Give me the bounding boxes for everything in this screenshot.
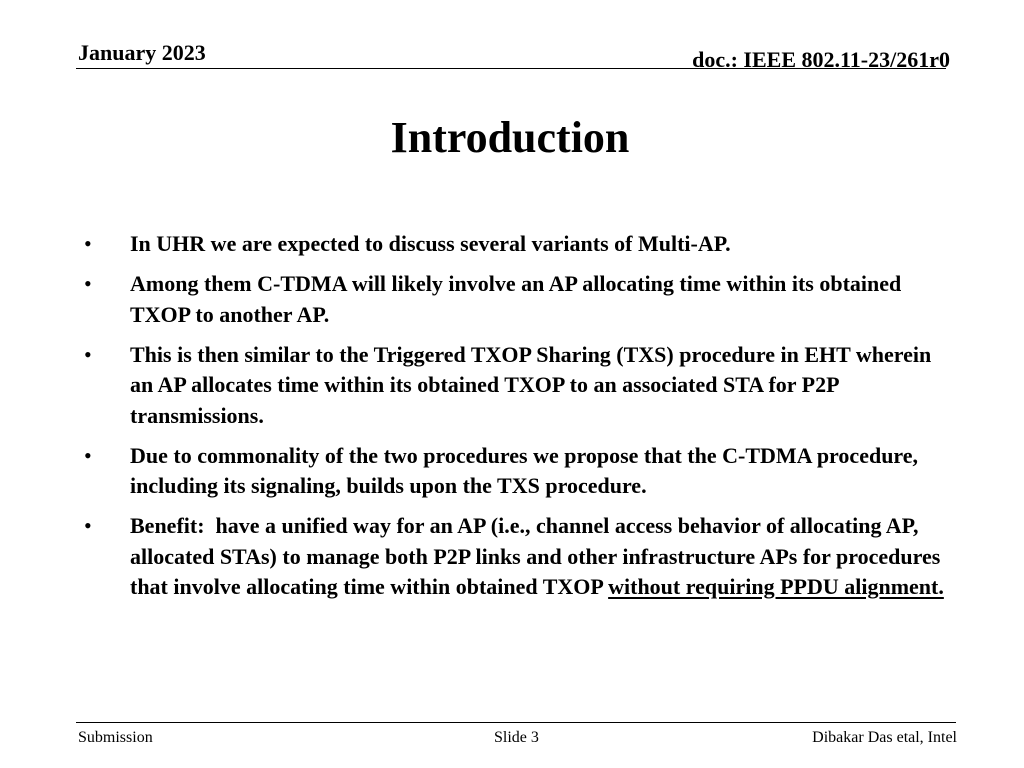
bullet-text: This is then similar to the Triggered TXOP Sharing (TXS) procedure in EHT wherein an AP allocates time within its obtained TXOP to an associated STA for P2P transmissions. — [130, 341, 943, 428]
footer-author: Dibakar Das etal, Intel — [812, 729, 957, 746]
bullet-text: Among them C-TDMA will likely involve an AP allocating time within its obtained TXOP to another AP. — [130, 271, 907, 327]
bullet-icon: • — [84, 341, 92, 367]
document-id: doc.: IEEE 802.11-23/261r0 — [692, 47, 950, 72]
list-item — [80, 511, 950, 603]
bullet-text: In UHR we are expected to discuss several variants of Multi-AP. — [130, 231, 731, 256]
header-divider — [76, 68, 946, 69]
header-date: January 2023 — [78, 40, 206, 65]
list-item — [80, 269, 950, 330]
bullet-icon: • — [84, 231, 92, 256]
list-item — [80, 441, 950, 502]
bullet-icon: • — [84, 442, 92, 468]
bullet-icon: • — [84, 513, 92, 538]
bullet-list — [80, 229, 950, 612]
list-item — [80, 229, 950, 260]
bullet-text: Due to commonality of the two procedures we propose that the C-TDMA procedure, including its signaling, builds upon the TXS procedure. — [130, 442, 924, 498]
footer-submission: Submission — [78, 729, 153, 746]
bullet-icon: • — [84, 271, 92, 296]
bullet-text — [130, 511, 950, 603]
slide-number: Slide 3 — [494, 729, 539, 746]
list-item — [80, 340, 950, 432]
slide-title: Introduction — [390, 113, 630, 162]
underlined-emphasis: without requiring PPDU alignment. — [608, 574, 944, 599]
bullet-text-main: Benefit: have a unified way for an AP (i.e., channel access behavior of allocating AP, allocated STAs) to manage both P2P links and other infrastructure APs for procedures that involve allocating time within obtained TXOP — [130, 513, 946, 599]
footer-divider — [76, 722, 956, 723]
